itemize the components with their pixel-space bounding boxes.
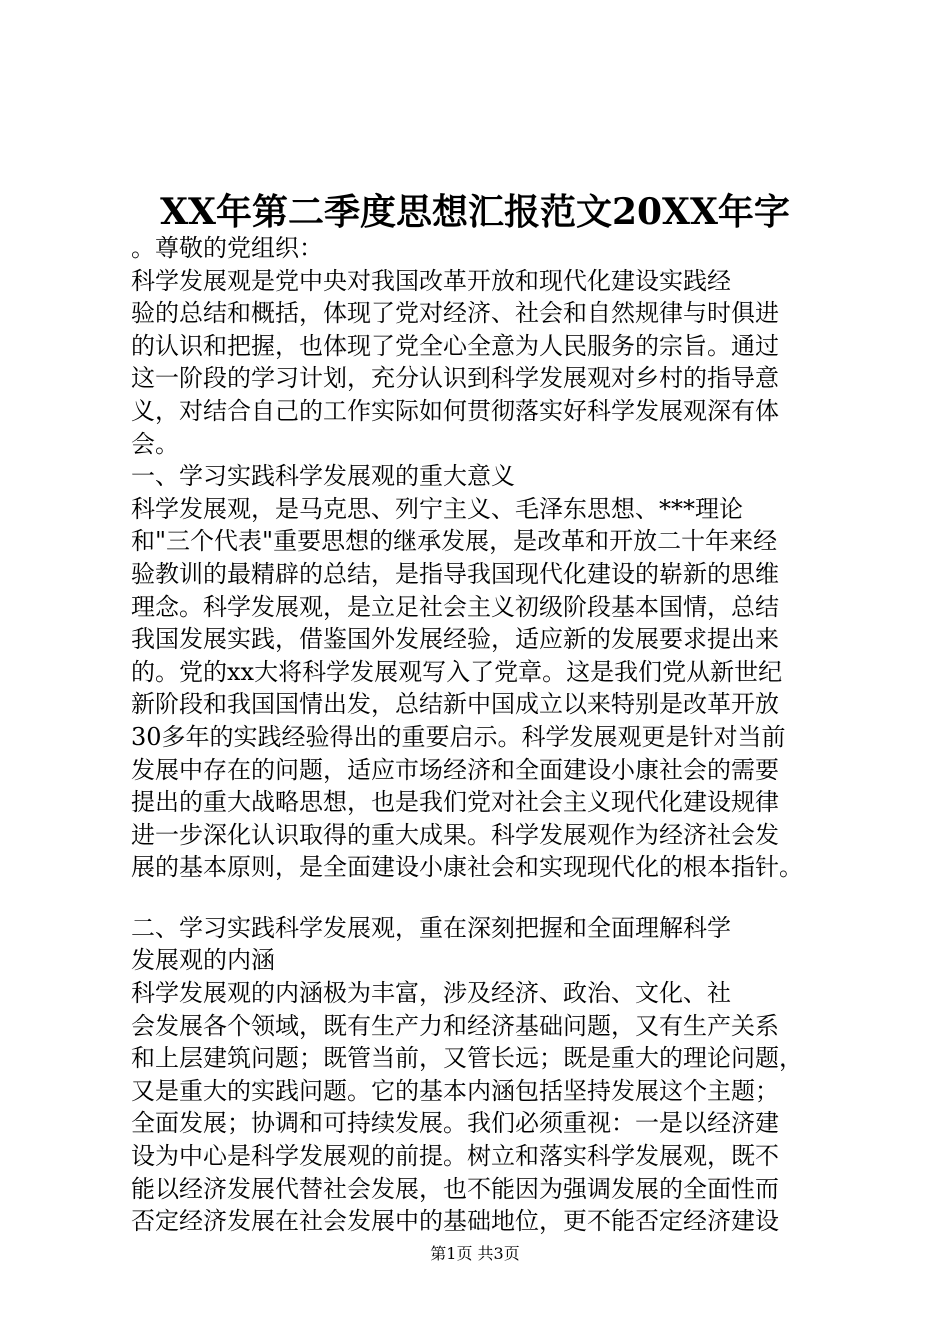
paragraph-line: 这一阶段的学习计划，充分认识到科学发展观对乡村的指导意 bbox=[131, 364, 779, 393]
section-heading-1: 一、学习实践科学发展观的重大意义 bbox=[131, 462, 515, 491]
paragraph-line: 又是重大的实践问题。它的基本内涵包括坚持发展这个主题； bbox=[131, 1076, 779, 1105]
paragraph-line: 全面发展；协调和可持续发展。我们必须重视：一是以经济建 bbox=[131, 1109, 779, 1138]
page-footer: 第1页 共3页 bbox=[430, 1244, 520, 1263]
paragraph-line: 进一步深化认识取得的重大成果。科学发展观作为经济社会发 bbox=[131, 820, 779, 849]
section-heading-2 bbox=[131, 912, 837, 977]
paragraph-1 bbox=[131, 265, 837, 461]
document-title: XX年第二季度思想汇报范文20XX年字 bbox=[160, 191, 790, 233]
paragraph-line: 我国发展实践，借鉴国外发展经验，适应新的发展要求提出来 bbox=[131, 625, 779, 654]
paragraph-line: 和"三个代表"重要思想的继承发展，是改革和开放二十年来经 bbox=[131, 527, 778, 556]
paragraph-line: 30多年的实践经验得出的重要启示。科学发展观更是针对当前 bbox=[131, 722, 786, 751]
paragraph-line: 新阶段和我国国情出发，总结新中国成立以来特别是改革开放 bbox=[131, 690, 779, 719]
heading-line: 二、学习实践科学发展观，重在深刻把握和全面理解科学 bbox=[131, 913, 731, 942]
paragraph-line: 的。党的xx大将科学发展观写入了党章。这是我们党从新世纪 bbox=[131, 657, 783, 686]
paragraph-line: 的认识和把握，也体现了党全心全意为人民服务的宗旨。通过 bbox=[131, 331, 779, 360]
paragraph-line: 会发展各个领域，既有生产力和经济基础问题，又有生产关系 bbox=[131, 1011, 779, 1040]
heading-line: 发展观的内涵 bbox=[131, 946, 275, 975]
paragraph-2 bbox=[131, 493, 837, 884]
paragraph-line: 会。 bbox=[131, 429, 179, 458]
paragraph-line: 科学发展观是党中央对我国改革开放和现代化建设实践经 bbox=[131, 266, 731, 295]
paragraph-line: 展的基本原则，是全面建设小康社会和实现现代化的根本指针。 bbox=[131, 853, 803, 882]
paragraph-line: 和上层建筑问题；既管当前，又管长远；既是重大的理论问题， bbox=[131, 1044, 803, 1073]
paragraph-line: 验教训的最精辟的总结，是指导我国现代化建设的崭新的思维 bbox=[131, 559, 779, 588]
document-body bbox=[131, 232, 837, 1238]
paragraph-line: 能以经济发展代替社会发展，也不能因为强调发展的全面性而 bbox=[131, 1174, 779, 1203]
paragraph-line: 发展中存在的问题，适应市场经济和全面建设小康社会的需要 bbox=[131, 755, 779, 784]
salutation: 。尊敬的党组织： bbox=[131, 234, 323, 262]
paragraph-line: 设为中心是科学发展观的前提。树立和落实科学发展观，既不 bbox=[131, 1142, 779, 1171]
paragraph-line: 否定经济发展在社会发展中的基础地位，更不能否定经济建设 bbox=[131, 1207, 779, 1236]
paragraph-line: 提出的重大战略思想，也是我们党对社会主义现代化建设规律 bbox=[131, 788, 779, 817]
paragraph-line: 科学发展观，是马克思、列宁主义、毛泽东思想、***理论 bbox=[131, 494, 743, 523]
paragraph-line: 理念。科学发展观，是立足社会主义初级阶段基本国情，总结 bbox=[131, 592, 779, 621]
paragraph-3 bbox=[131, 977, 837, 1238]
paragraph-spacer bbox=[131, 884, 837, 912]
paragraph-line: 科学发展观的内涵极为丰富，涉及经济、政治、文化、社 bbox=[131, 979, 731, 1008]
paragraph-line: 义，对结合自己的工作实际如何贯彻落实好科学发展观深有体 bbox=[131, 396, 779, 425]
paragraph-line: 验的总结和概括，体现了党对经济、社会和自然规律与时俱进 bbox=[131, 299, 779, 328]
